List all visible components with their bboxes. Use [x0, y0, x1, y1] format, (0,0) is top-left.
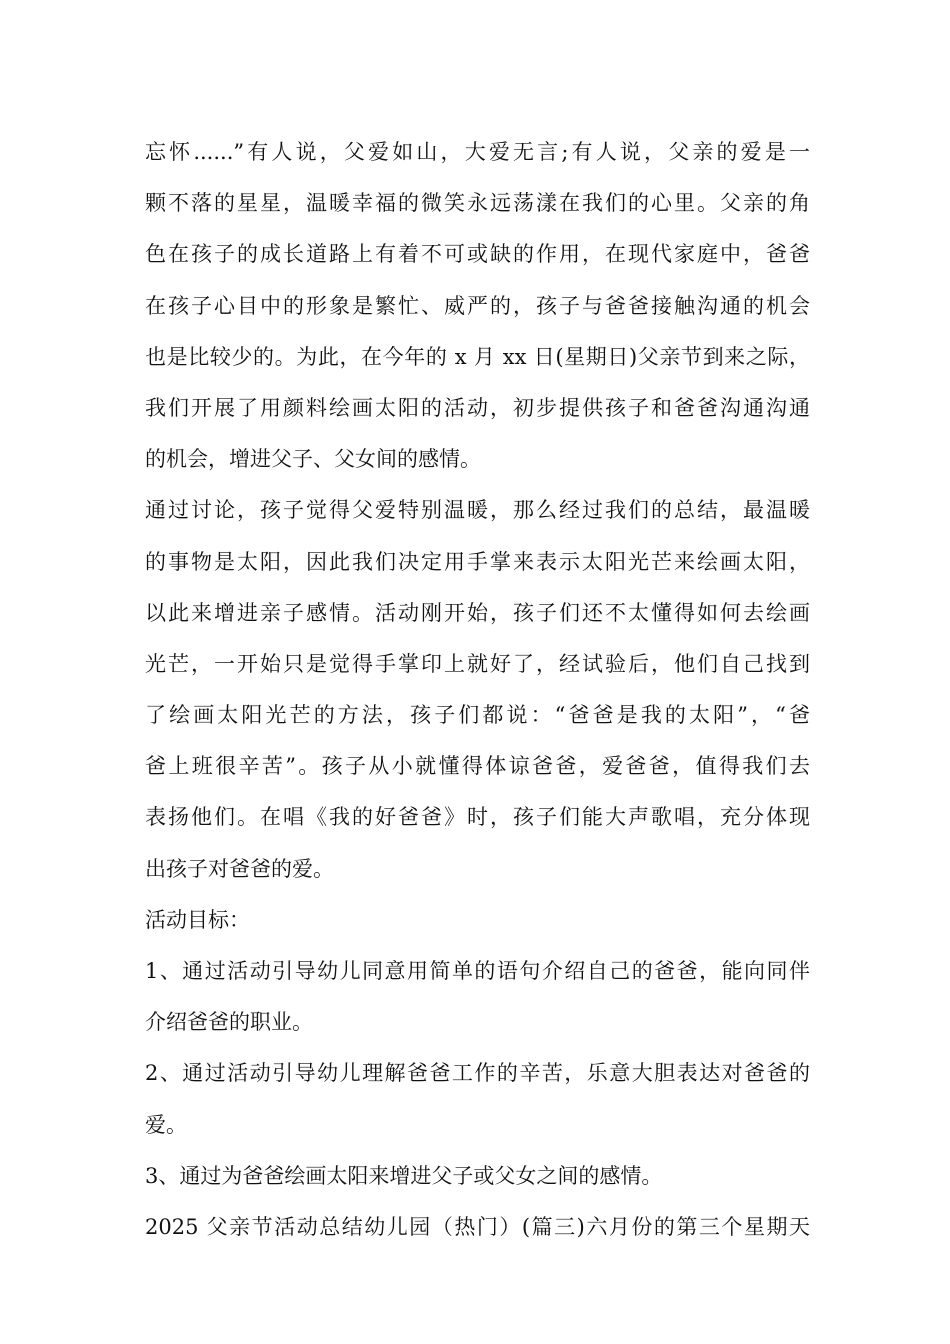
- list-item-text: 1、通过活动引导幼儿同意用简单的语句介绍自己的爸爸，能向同伴: [145, 959, 810, 983]
- text-line: 我们开展了用颜料绘画太阳的活动，初步提供孩子和爸爸沟通沟通: [145, 395, 810, 420]
- text-line: 爸上班很辛苦”。孩子从小就懂得体谅爸爸，爱爸爸，值得我们去: [145, 754, 810, 779]
- text-line: 也是比较少的。为此，在今年的 x 月 xx 日(星期日)父亲节到来之际，: [145, 344, 810, 369]
- text-line: 在孩子心目中的形象是繁忙、威严的，孩子与爸爸接触沟通的机会: [145, 293, 810, 318]
- text-line: 的事物是太阳，因此我们决定用手掌来表示太阳光芒来绘画太阳，: [145, 549, 810, 574]
- text-line: 2025 父亲节活动总结幼儿园（热门）(篇三)六月份的第三个星期天: [145, 1214, 810, 1239]
- text-line: 的机会，增进父子、父女间的感情。: [145, 447, 481, 472]
- text-line: 光芒，一开始只是觉得手掌印上就好了，经试验后，他们自己找到: [145, 651, 810, 676]
- text-line: 色在孩子的成长道路上有着不可或缺的作用，在现代家庭中，爸爸: [145, 242, 810, 267]
- text-line: 忘怀......”有人说，父爱如山，大爱无言;有人说，父亲的爱是一: [145, 140, 810, 164]
- list-item-text: 3、通过为爸爸绘画太阳来增进父子或父女之间的感情。: [145, 1163, 663, 1188]
- text-line: 表扬他们。在唱《我的好爸爸》时，孩子们能大声歌唱，充分体现: [145, 805, 810, 830]
- list-item-text: 介绍爸爸的职业。: [145, 1010, 313, 1035]
- text-line: 通过讨论，孩子觉得父爱特别温暖，那么经过我们的总结，最温暖: [145, 498, 810, 523]
- text-line: 出孩子对爸爸的爱。: [145, 856, 334, 881]
- text-line: 以此来增进亲子感情。活动刚开始，孩子们还不太懂得如何去绘画: [145, 600, 810, 625]
- section-heading: 活动目标：: [145, 907, 250, 932]
- list-item-text: 2、通过活动引导幼儿理解爸爸工作的辛苦，乐意大胆表达对爸爸的: [145, 1061, 810, 1086]
- list-item-text: 爱。: [145, 1112, 187, 1137]
- text-line: 了绘画太阳光芒的方法，孩子们都说：“爸爸是我的太阳”，“爸: [145, 703, 810, 728]
- text-line: 颗不落的星星，温暖幸福的微笑永远荡漾在我们的心里。父亲的角: [145, 191, 810, 216]
- document-body: [145, 127, 810, 1253]
